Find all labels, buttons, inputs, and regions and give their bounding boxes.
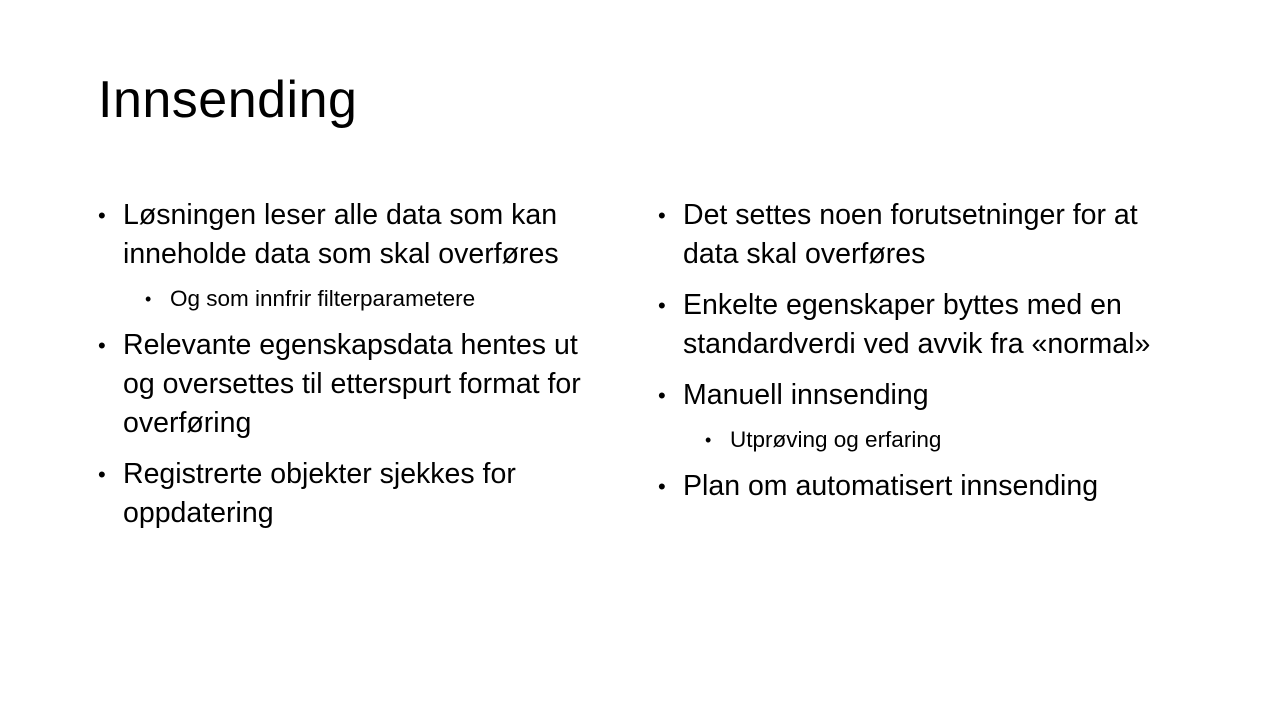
bullet-icon: • <box>98 203 106 228</box>
sub-bullet-item <box>98 284 608 314</box>
bullet-item <box>658 467 1168 506</box>
bullet-icon: • <box>145 289 152 309</box>
bullet-item <box>658 286 1168 364</box>
sub-bullet-text: Utprøving og erfaring <box>730 427 942 452</box>
bullet-icon: • <box>658 293 666 318</box>
bullet-icon: • <box>658 203 666 228</box>
slide-title: Innsending <box>98 71 358 129</box>
sub-bullet-text: Og som innfrir filterparametere <box>170 286 476 311</box>
bullet-item <box>98 196 608 274</box>
left-column <box>98 196 608 545</box>
bullet-text: Enkelte egenskaper byttes med en standardverdi ved avvik fra «normal» <box>683 289 1151 360</box>
bullet-icon: • <box>705 430 712 450</box>
bullet-item <box>658 376 1168 415</box>
sub-bullet-item <box>658 425 1168 455</box>
bullet-icon: • <box>658 383 666 408</box>
bullet-text: Registrerte objekter sjekkes for oppdatering <box>123 458 516 529</box>
bullet-text: Manuell innsending <box>683 379 929 411</box>
bullet-text: Løsningen leser alle data som kan inneholde data som skal overføres <box>123 199 559 270</box>
bullet-text: Plan om automatisert innsending <box>683 470 1099 502</box>
bullet-text: Det settes noen forutsetninger for at data skal overføres <box>683 199 1138 270</box>
right-column <box>658 196 1168 518</box>
bullet-item <box>98 455 608 533</box>
bullet-icon: • <box>658 474 666 499</box>
bullet-icon: • <box>98 462 106 487</box>
bullet-item <box>658 196 1168 274</box>
bullet-icon: • <box>98 333 106 358</box>
bullet-item <box>98 326 608 443</box>
bullet-text: Relevante egenskapsdata hentes ut og oversettes til etterspurt format for overføring <box>123 329 581 439</box>
